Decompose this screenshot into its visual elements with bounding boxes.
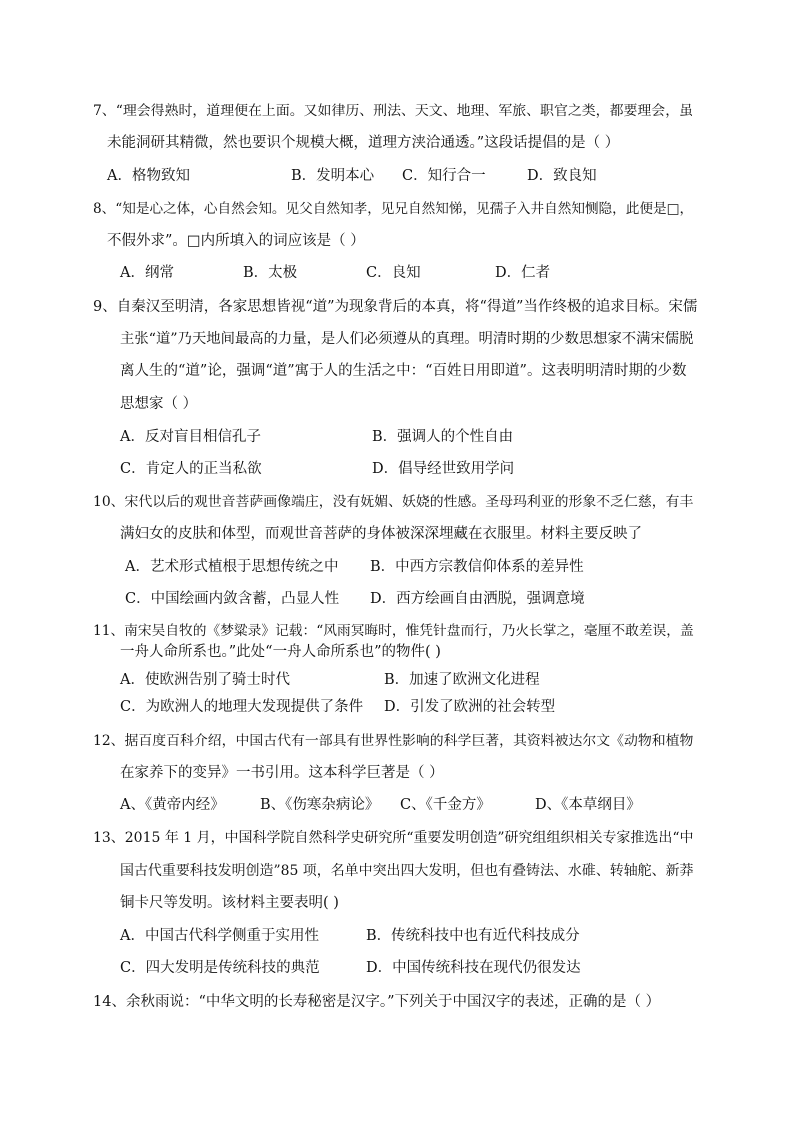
question-7-line-2: 未能洞研其精微，然也要识个规模大概，道理方浃洽通透。”这段话提倡的是（ ） [107, 135, 620, 151]
question-10-option-a[interactable]: A．艺术形式植根于思想传统之中 [125, 559, 339, 575]
question-12-option-c[interactable]: C、《千金方》 [400, 797, 491, 813]
question-12-option-d[interactable]: D、《本草纲目》 [535, 797, 641, 813]
question-11-line-1: 11、南宋吴自牧的《梦粱录》记载：“风雨冥晦时，惟凭针盘而行，乃火长掌之，毫厘不敢差误，盖 [93, 623, 694, 639]
question-9-line-4: 思想家（ ） [120, 396, 198, 412]
question-8-option-a[interactable]: A．纲常 [120, 265, 174, 281]
question-13-line-3: 铜卡尺等发明。该材料主要表明( ) [120, 895, 339, 911]
question-13-line-2: 国古代重要科技发明创造”85 项，名单中突出四大发明，但也有叠铸法、水碓、转轴舵、新莽 [120, 863, 694, 879]
question-10-option-d[interactable]: D．西方绘画自由洒脱，强调意境 [370, 591, 585, 607]
question-9-option-b[interactable]: B．强调人的个性自由 [372, 429, 514, 445]
question-11-option-d[interactable]: D．引发了欧洲的社会转型 [384, 699, 556, 715]
question-8-option-d[interactable]: D．仁者 [495, 265, 551, 281]
question-12-option-a[interactable]: A、《黄帝内经》 [120, 797, 225, 813]
question-9-line-1: 9、自秦汉至明清，各家思想皆视“道”为现象背后的本真，将“得道”当作终极的追求目标。宋儒 [93, 299, 698, 315]
question-7-option-a[interactable]: A．格物致知 [107, 168, 190, 184]
question-11-option-a[interactable]: A．使欧洲告别了骑士时代 [120, 672, 290, 688]
question-14-line-1: 14、余秋雨说：“中华文明的长寿秘密是汉字。”下列关于中国汉字的表述，正确的是（ ） [93, 994, 661, 1010]
question-13-line-1: 13、2015 年 1 月，中国科学院自然科学史研究所“重要发明创造”研究组组织相关专家推选出“中 [93, 830, 694, 846]
question-8-option-c[interactable]: C．良知 [366, 265, 421, 281]
question-10-line-2: 满妇女的皮肤和体型，而观世音菩萨的身体被深深埋藏在衣服里。材料主要反映了 [120, 526, 642, 542]
question-12-option-b[interactable]: B、《伤寒杂病论》 [260, 797, 380, 813]
question-8-line-1: 8、“知是心之体，心自然会知。见父自然知孝，见兄自然知悌，见孺子入井自然知恻隐，此便是□， [93, 201, 694, 217]
question-7-option-b[interactable]: B．发明本心 [291, 168, 375, 184]
question-7-option-d[interactable]: D．致良知 [527, 168, 597, 184]
question-9-option-c[interactable]: C．肯定人的正当私欲 [120, 461, 262, 477]
question-13-option-b[interactable]: B．传统科技中也有近代科技成分 [366, 928, 580, 944]
question-10-line-1: 10、宋代以后的观世音菩萨画像端庄，没有妩媚、妖娆的性感。圣母玛利亚的形象不乏仁慈，有丰 [93, 494, 694, 510]
question-9-option-d[interactable]: D．倡导经世致用学问 [372, 461, 515, 477]
question-9-line-2: 主张“道”乃天地间最高的力量，是人们必须遵从的真理。明清时期的少数思想家不满宋儒脱 [120, 331, 694, 347]
question-9-line-3: 离人生的“道”论，强调“道”寓于人的生活之中：“百姓日用即道”。这表明明清时期的少数 [120, 363, 687, 379]
question-10-option-b[interactable]: B．中西方宗教信仰体系的差异性 [370, 559, 584, 575]
question-13-option-c[interactable]: C．四大发明是传统科技的典范 [120, 960, 320, 976]
question-10-option-c[interactable]: C．中国绘画内敛含蓄，凸显人性 [125, 591, 340, 607]
question-11-option-c[interactable]: C．为欧洲人的地理大发现提供了条件 [120, 699, 364, 715]
question-13-option-d[interactable]: D．中国传统科技在现代仍很发达 [366, 960, 581, 976]
question-8-option-b[interactable]: B．太极 [243, 265, 298, 281]
question-11-line-2: 一舟人命所系也。”此处“一舟人命所系也”的物件( ) [120, 644, 441, 660]
question-7-line-1: 7、“理会得熟时，道理便在上面。又如律历、刑法、天文、地理、军旅、职官之类，都要理会，虽 [93, 103, 694, 119]
question-12-line-1: 12、据百度百科介绍，中国古代有一部具有世界性影响的科学巨著，其资料被达尔文《动物和植物 [93, 733, 694, 749]
question-9-option-a[interactable]: A．反对盲目相信孔子 [120, 429, 261, 445]
question-8-line-2: 不假外求”。□内所填入的词应该是（ ） [107, 233, 365, 249]
question-13-option-a[interactable]: A．中国古代科学侧重于实用性 [120, 928, 319, 944]
question-11-option-b[interactable]: B．加速了欧洲文化进程 [384, 672, 540, 688]
question-7-option-c[interactable]: C．知行合一 [402, 168, 486, 184]
question-12-line-2: 在家养下的变异》一书引用。这本科学巨著是（ ） [120, 765, 444, 781]
